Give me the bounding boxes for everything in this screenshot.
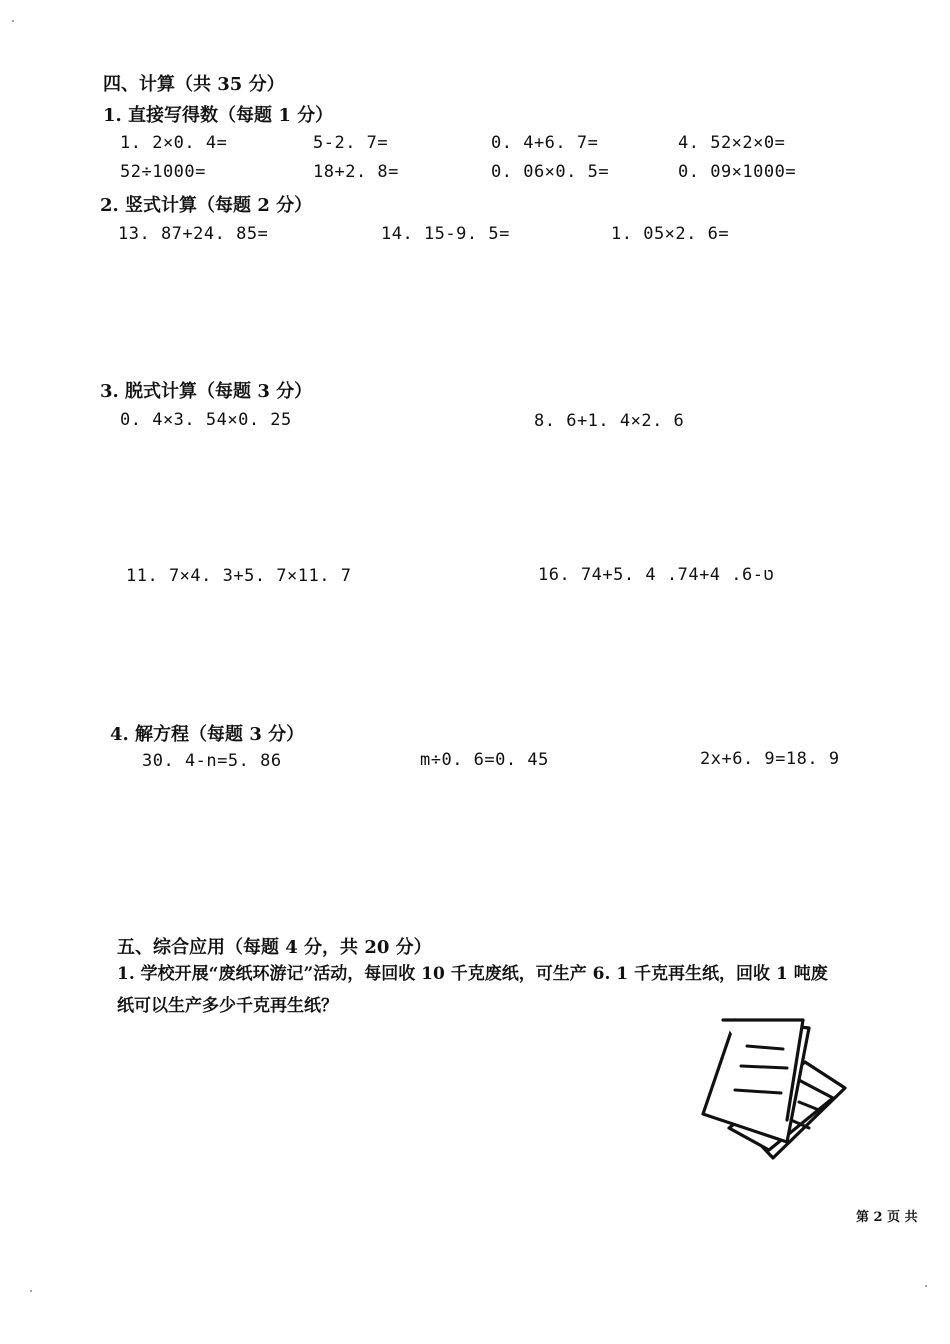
equation-item: 30. 4-n=5. 86 [142, 751, 282, 771]
oral-item: 0. 06×0. 5= [491, 162, 610, 182]
paper-stack-icon [695, 1010, 855, 1170]
scan-speck [30, 1290, 32, 1292]
vertical-calc-item: 1. 05×2. 6= [611, 224, 730, 244]
section-4-title: 四、计算（共 35 分） [103, 74, 285, 95]
step-calc-item: 0. 4×3. 54×0. 25 [120, 410, 292, 430]
vertical-calc-item: 14. 15-9. 5= [381, 224, 510, 244]
oral-item: 5-2. 7= [313, 133, 389, 153]
part-2-title: 2. 竖式计算（每题 2 分） [100, 195, 313, 216]
oral-item: 52÷1000= [120, 162, 206, 182]
question-1-line-1: 1. 学校开展“废纸环游记”活动，每回收 10 千克废纸，可生产 6. 1 千克再生纸，回收 1 吨废 [117, 964, 828, 984]
equation-item: 2x+6. 9=18. 9 [700, 749, 840, 769]
equation-item: m÷0. 6=0. 45 [420, 750, 549, 770]
vertical-calc-item: 13. 87+24. 85= [118, 224, 269, 244]
oral-item: 0. 4+6. 7= [491, 133, 599, 153]
oral-item: 4. 52×2×0= [678, 133, 786, 153]
scan-speck [925, 1285, 927, 1287]
step-calc-item: 8. 6+1. 4×2. 6 [534, 411, 685, 431]
part-3-title: 3. 脱式计算（每题 3 分） [100, 381, 313, 402]
step-calc-item: 11. 7×4. 3+5. 7×11. 7 [126, 566, 352, 586]
page-number: 第 2 页 共 [856, 1210, 918, 1225]
part-1-title: 1. 直接写得数（每题 1 分） [103, 105, 334, 126]
oral-item: 1. 2×0. 4= [120, 133, 228, 153]
section-5-title: 五、综合应用（每题 4 分，共 20 分） [117, 937, 432, 958]
part-4-title: 4. 解方程（每题 3 分） [110, 724, 305, 745]
step-calc-item: 16. 74+5. ט-6. 74+4. 4 [538, 565, 775, 585]
oral-item: 0. 09×1000= [678, 162, 797, 182]
oral-item: 18+2. 8= [313, 162, 399, 182]
question-1-line-2: 纸可以生产多少千克再生纸？ [117, 996, 338, 1016]
scan-speck [12, 20, 14, 22]
